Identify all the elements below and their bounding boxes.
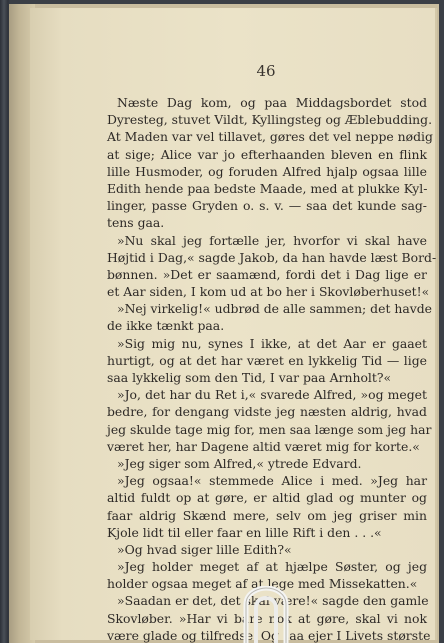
page-number: 46 (256, 62, 276, 80)
text-line: at sige; Alice var jo efterhaanden bleven en flink (107, 146, 427, 162)
text-line: lille Husmoder, og foruden Alfred hjalp ogsaa lille (107, 163, 427, 179)
text-line: de ikke tænkt paa. (107, 318, 225, 334)
text-line: Skovløber. »Har vi bare nok at gøre, skal vi nok (107, 610, 427, 626)
text-line: »Jo, det har du Ret i,« svarede Alfred, »og meget (117, 387, 427, 403)
text-line: et Aar siden, I kom ud at bo her i Skovløberhuset!« (107, 284, 430, 300)
text-line: jeg skulde tage mig for, men saa længe som jeg har (107, 421, 432, 437)
text-line: »Nej virkelig!« udbrød de alle sammen; det havde (117, 301, 432, 317)
text-line: »Sig mig nu, synes I ikke, at det Aar er gaaet (117, 335, 427, 351)
text-line: Kjole lidt til eller faar en lille Rift i den . . .« (107, 524, 382, 540)
text-line: Edith hende paa bedste Maade, med at plukke Kyl- (107, 180, 428, 196)
text-line: »Nu skal jeg fortælle jer, hvorfor vi skal have (117, 232, 427, 248)
text-line: været her, har Dagene altid været mig for korte.« (107, 438, 420, 454)
text-line: altid fuldt op at gøre, er altid glad og munter og (107, 490, 427, 506)
text-line: At Maden var vel tillavet, gøres det vel neppe nødig (107, 129, 433, 145)
text-line: Dyresteg, stuvet Vildt, Kyllingsteg og Æblebudding. (107, 112, 433, 128)
paper-clip-icon (232, 586, 300, 643)
text-line: »Jeg holder meget af at hjælpe Søster, og jeg (117, 559, 427, 575)
text-line: holder ogsaa meget af at lege med Missekatten.« (107, 576, 418, 592)
text-line: bønnen. »Det er saamænd, fordi det i Dag lige er (107, 266, 427, 282)
text-line: »Jeg siger som Alfred,« ytrede Edvard. (117, 455, 362, 471)
text-line: hurtigt, og at det har været en lykkelig Tid — lige (107, 352, 427, 368)
text-line: Næste Dag kom, og paa Middagsbordet stod (117, 95, 427, 110)
text-line: »Saadan er det, det skal være!« sagde den gamle (117, 593, 429, 609)
text-line: være glade og tilfredse. Og saa ejer I Livets største (107, 627, 431, 643)
text-line: faar aldrig Skænd mere, selv om jeg griser min (107, 507, 427, 523)
text-line: Højtid i Dag,« sagde Jakob, da han havde læst Bord- (107, 249, 437, 265)
text-line: bedre, for dengang vidste jeg næsten aldrig, hvad (107, 404, 427, 420)
text-line: »Jeg ogsaa!« stemmede Alice i med. »Jeg har (117, 473, 427, 489)
text-line: saa lykkelig som den Tid, I var paa Arnholt?« (107, 370, 392, 385)
body-text (107, 94, 437, 643)
text-line: linger, passe Gryden o. s. v. — saa det kunde sag- (107, 198, 427, 214)
text-line: »Og hvad siger lille Edith?« (117, 541, 292, 557)
text-line: tens gaa. (107, 215, 165, 231)
